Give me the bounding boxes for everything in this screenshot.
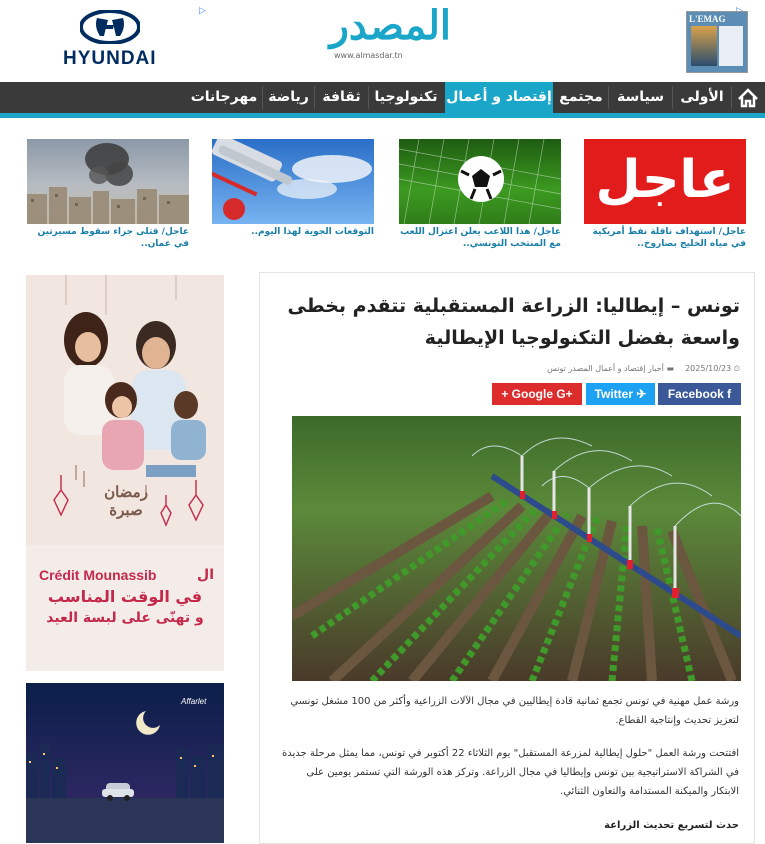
nav-separator [672,86,673,109]
nav-item-festivals[interactable]: مهرجانات [190,89,258,105]
magazine-cover-image [691,26,717,66]
hyundai-wordmark: HYUNDAI [63,48,157,69]
ad-arabic-line-1: في الوقت المناسب [47,587,203,606]
article-title: تونس – إيطاليا: الزراعة المستقبلية تتقدم بخطى واسعة بفضل التكنولوجيا الإيطالية [287,295,740,349]
thermometer-icon [212,139,374,224]
nav-item-culture[interactable]: ثقافة [322,89,361,105]
football-net-icon [399,139,561,224]
irrigation-field-icon [292,416,741,681]
smoke-icon [27,139,189,224]
nav-separator [262,86,263,109]
headline-thumb-weather[interactable] [212,139,374,224]
article-category[interactable]: أخبار إقتصاد و أعمال المصدر تونس [547,364,664,373]
article-subheading: حدث لتسريع تحديث الزراعة [604,820,739,831]
headline-thumb-city[interactable] [27,139,189,224]
urgent-badge: عاجل [595,150,735,210]
site-logo[interactable] [316,2,451,64]
article-date-wrap [676,364,740,374]
hyundai-logo-icon [80,10,140,44]
nav-accent-line [0,113,765,118]
home-icon[interactable] [733,82,763,113]
magazine-ad[interactable] [686,11,748,73]
twitter-label: Twitter [594,387,634,401]
twitter-share-button[interactable] [586,383,655,405]
nav-separator [608,86,609,109]
facebook-icon: f [727,387,732,401]
article-paragraph: ورشة عمل مهنية في تونس تجمع ثمانية قادة إيطاليين في مجال الآلات الزراعية وأكثر من 100 مشغل تونسي لتعزيز تحديث وإنتاجية القطاع. [290,696,739,726]
headline-caption[interactable]: عاجل/ قتلى جراء سقوط مسيرتين في عمان.. [37,227,189,249]
nav-item-home[interactable]: الأولى [680,89,724,105]
nav-separator [314,86,315,109]
site-url: www.almasdar.tn [334,51,403,60]
folder-icon: ▬ [666,364,674,373]
google-share-button[interactable] [492,383,582,405]
magazine-cover-label: L'EMAG [689,14,726,24]
headline-thumb-urgent[interactable] [584,139,746,224]
magazine-cover-side [719,26,743,66]
nav-item-sport[interactable]: رياضة [268,89,309,105]
nav-separator [731,86,732,109]
headline-caption[interactable]: عاجل/ هذا اللاعب يعلن اعتزال اللعب مع المنتخب التونسي.. [400,227,561,249]
article-category-wrap[interactable] [520,364,674,373]
google-plus-icon: G+ [556,387,573,401]
article-image [292,416,741,681]
twitter-icon: ✈ [636,387,647,401]
nav-item-technology[interactable]: تكنولوجيا [374,89,438,105]
headline-thumb-football[interactable] [399,139,561,224]
ad-headline-row [39,567,214,587]
ramadan-calligraphy: رمضان صبرة [104,483,148,519]
google-label: + Google [501,387,553,401]
ad-headline: Crédit Mounassib [39,567,157,583]
facebook-share-button[interactable] [658,383,741,405]
nav-item-society[interactable]: مجتمع [559,89,603,105]
nav-item-politics[interactable]: سياسة [617,89,664,105]
ad-choices-icon[interactable]: ▷ [199,6,206,16]
headline-caption[interactable]: التوقعات الجوية لهذا اليوم.. [251,227,374,237]
ad-arabic-line-2: و تهنّى على لبسة العيد [46,610,204,626]
facebook-label: Facebook [667,387,724,401]
nav-separator [368,86,369,109]
article-date: 2025/10/23 [685,364,732,373]
site-logo-text: المصدر [329,2,451,49]
night-city-icon [26,683,224,843]
ramadan-ad[interactable] [26,275,224,671]
car-ad[interactable] [26,683,224,843]
article-paragraph: افتتحت ورشة العمل "حلول إيطالية لمزرعة المستقبل" يوم الثلاثاء 22 أكتوبر في تونس، مما يمثل مرحلة جديدة في الشراكة الاستراتيجية بين تونس وإيطاليا في مجال الزراعة. وتركز هذه الورشة التي تستمر يومين على الابتكار والميكنة المستدامة والتعاون الثنائي. [281,748,739,797]
headline-caption[interactable]: عاجل/ استهداف ناقلة نفط أمريكية في مياه الخليج بصاروخ.. [592,227,746,249]
ad-headline-suffix: ال [197,567,214,583]
clock-icon: ⏲ [733,364,740,373]
hyundai-ad[interactable] [60,8,160,70]
car-ad-brand: Affarlet [181,697,207,706]
nav-item-economy[interactable]: إقتصاد و أعمال [445,82,553,113]
